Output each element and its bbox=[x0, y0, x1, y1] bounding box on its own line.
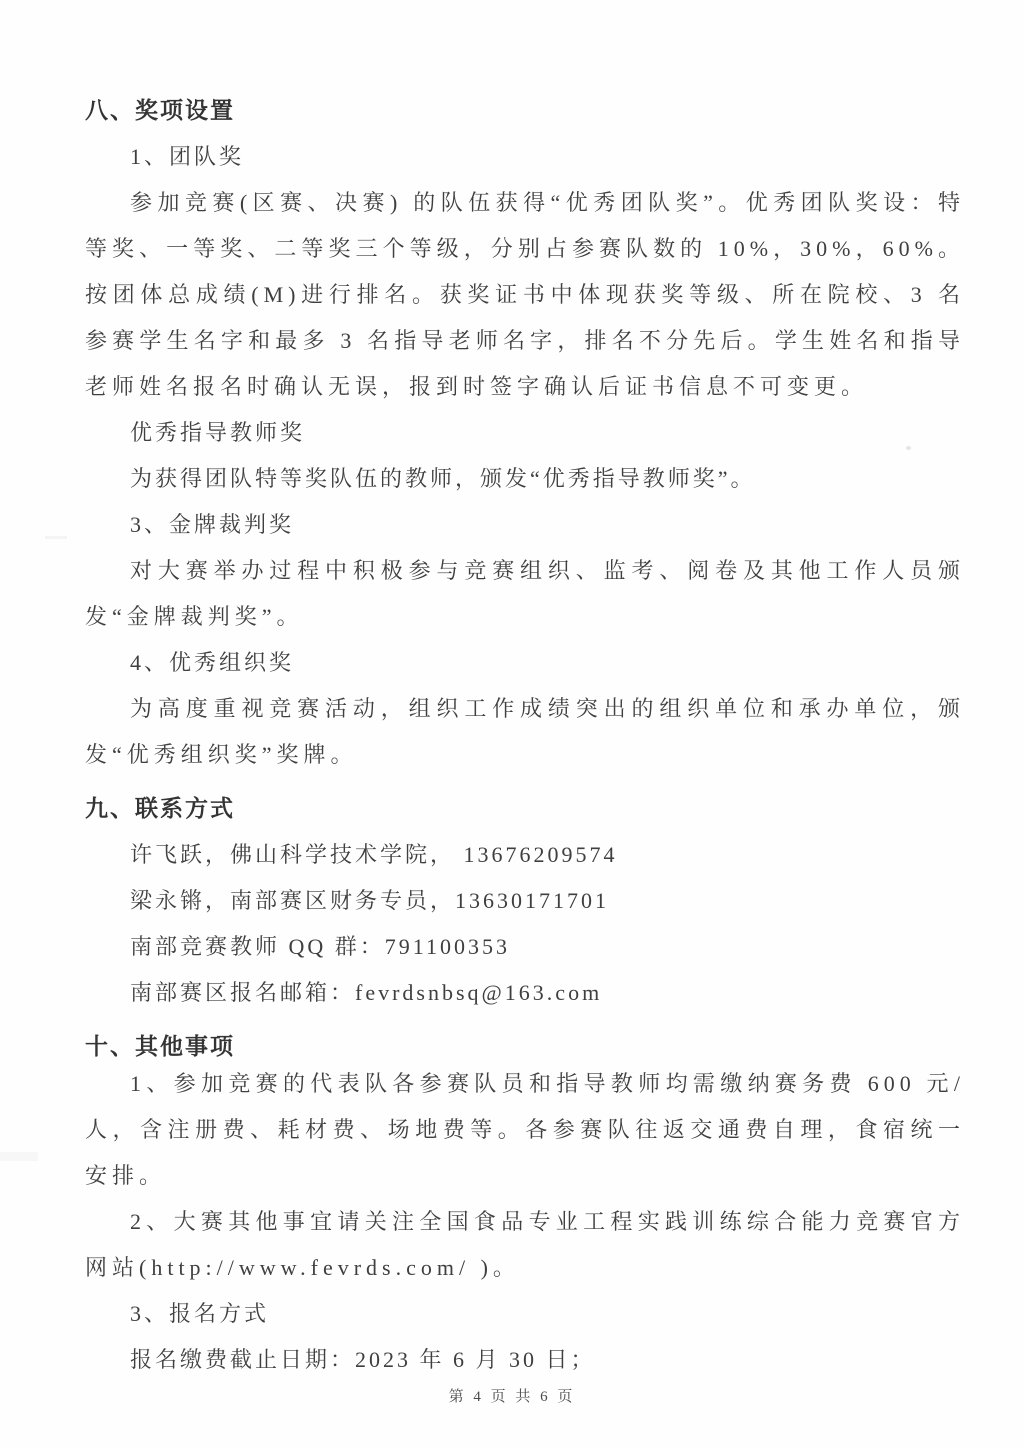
scan-artifact bbox=[0, 1152, 38, 1161]
paragraph-outstanding-organization-award: 为高度重视竞赛活动，组织工作成绩突出的组织单位和承办单位，颁发“优秀组织奖”奖牌。 bbox=[85, 696, 965, 767]
subheading-outstanding-organization-award: 4、优秀组织奖 bbox=[130, 650, 295, 675]
paragraph-gold-referee-award: 对大赛举办过程中积极参与竞赛组织、监考、阅卷及其他工作人员颁发“金牌裁判奖”。 bbox=[85, 558, 965, 629]
scan-artifact bbox=[906, 446, 911, 450]
contact-line-xu-feiyue: 许飞跃，佛山科学技术学院， 13676209574 bbox=[130, 842, 618, 867]
subheading-team-award: 1、团队奖 bbox=[130, 144, 245, 169]
page-footer bbox=[0, 1385, 1024, 1406]
section-heading-other-matters: 十、其他事项 bbox=[85, 1034, 235, 1059]
page-number-indicator: 第 4 页 共 6 页 bbox=[448, 1389, 576, 1405]
paragraph-registration-deadline: 报名缴费截止日期：2023 年 6 月 30 日； bbox=[130, 1347, 596, 1372]
paragraph-outstanding-instructor-award: 为获得团队特等奖队伍的教师，颁发“优秀指导教师奖”。 bbox=[130, 466, 756, 491]
subheading-registration-method: 3、报名方式 bbox=[130, 1301, 270, 1326]
contact-line-registration-email: 南部赛区报名邮箱：fevrdsnbsq@163.com bbox=[130, 980, 603, 1005]
scan-artifact bbox=[45, 536, 67, 539]
document-body bbox=[85, 88, 965, 1383]
paragraph-official-website: 2、大赛其他事宜请关注全国食品专业工程实践训练综合能力竞赛官方网站(http://www.fevrds.com/ )。 bbox=[85, 1209, 965, 1280]
paragraph-competition-fees: 1、参加竞赛的代表队各参赛队员和指导教师均需缴纳赛务费 600 元/人，含注册费、耗材费、场地费等。各参赛队往返交通费自理，食宿统一安排。 bbox=[85, 1071, 965, 1188]
subheading-gold-referee-award: 3、金牌裁判奖 bbox=[130, 512, 295, 537]
section-heading-awards: 八、奖项设置 bbox=[85, 98, 235, 123]
subheading-outstanding-instructor-award: 优秀指导教师奖 bbox=[130, 420, 306, 445]
contact-line-qq-group: 南部竞赛教师 QQ 群：791100353 bbox=[130, 934, 510, 959]
contact-line-liang-yongqiang: 梁永锵，南部赛区财务专员，13630171701 bbox=[130, 888, 610, 913]
section-heading-contact: 九、联系方式 bbox=[85, 796, 235, 821]
paragraph-team-award-detail: 参加竞赛(区赛、决赛) 的队伍获得“优秀团队奖”。优秀团队奖设：特等奖、一等奖、二等奖三个等级，分别占参赛队数的 10%，30%，60%。按团体总成绩(M)进行排名。获奖证书中体现获奖等级、所在院校、3 名参赛学生名字和最多 3 名指导老师名字，排名不分先后。学生姓名和指导老师姓名报名时确认无误，报到时签字确认后证书信息不可变更。 bbox=[85, 190, 965, 399]
